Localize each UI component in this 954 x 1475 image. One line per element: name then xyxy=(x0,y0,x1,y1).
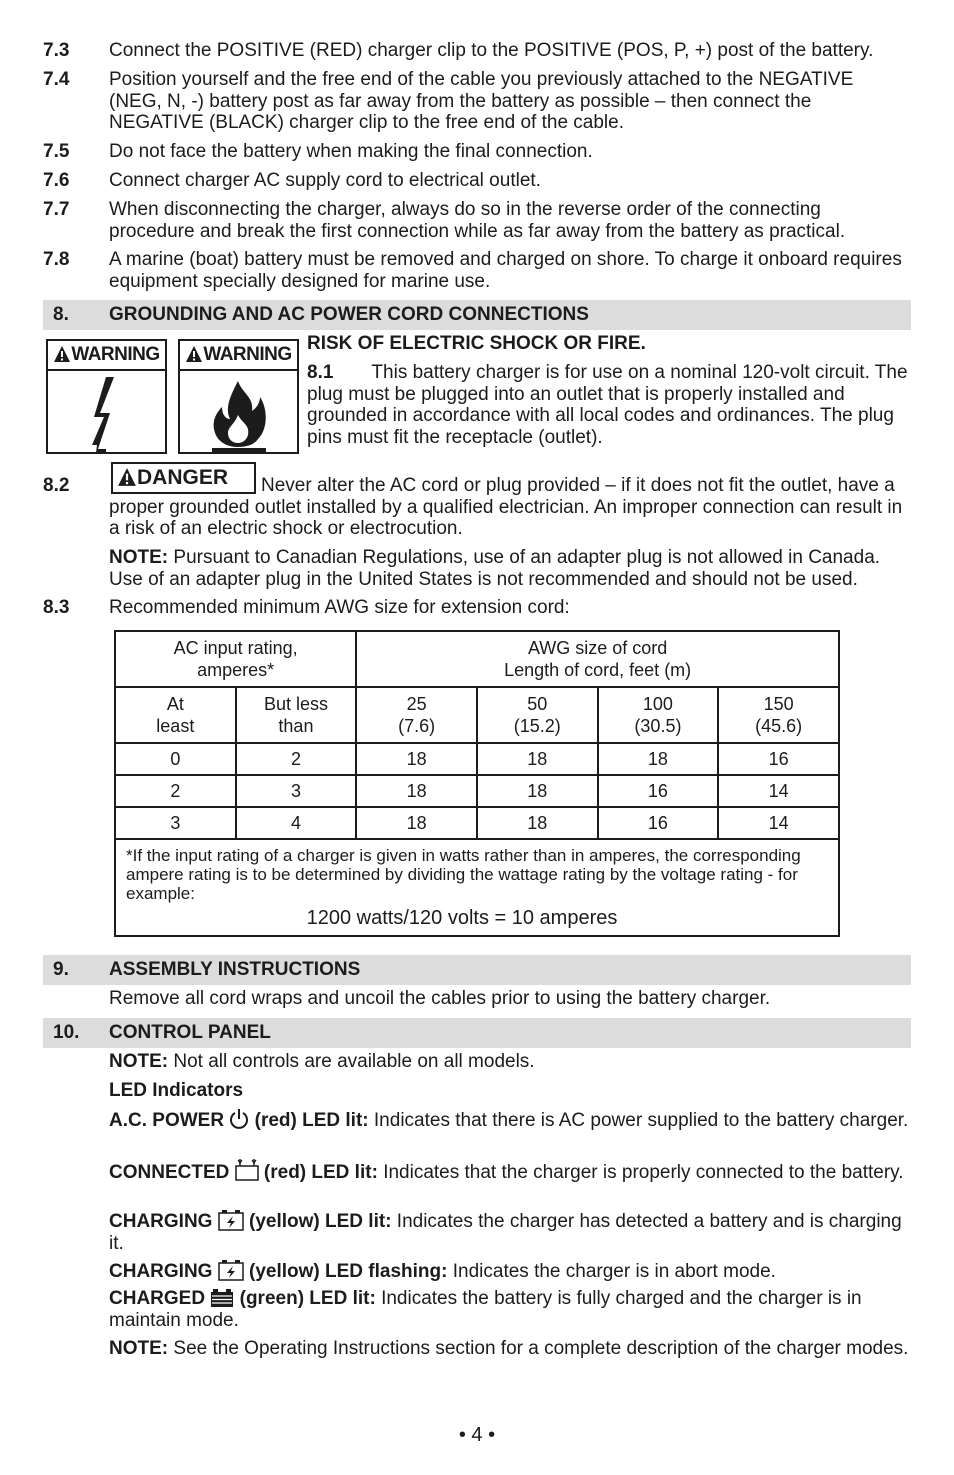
led-state: (yellow) LED lit: xyxy=(249,1211,392,1232)
section-8-3 xyxy=(43,597,911,619)
table-cell: 18 xyxy=(477,743,598,775)
table-cell: 16 xyxy=(598,807,719,839)
control-panel-note xyxy=(109,1051,911,1073)
warning-triangle-icon xyxy=(53,345,71,363)
step-number: 7.3 xyxy=(43,40,70,61)
led-state: (red) LED lit: xyxy=(263,1162,378,1183)
table-cell: 14 xyxy=(718,775,839,807)
table-cell: 0 xyxy=(115,743,236,775)
table-cell: 18 xyxy=(356,807,477,839)
fire-icon xyxy=(180,371,297,454)
page-number: • 4 • xyxy=(458,1424,496,1446)
warning-label: WARNING xyxy=(71,344,160,365)
subheader-cell: 100 (30.5) xyxy=(598,687,719,743)
power-icon xyxy=(229,1108,249,1130)
note-text: Not all controls are available on all models. xyxy=(173,1051,535,1072)
subsection-text: This battery charger is for use on a nominal 120-volt circuit. The plug must be plugged into an outlet that is properly installed and grounded in accordance with all local codes and ordinances. The plug pins must fit the receptacle (outlet). xyxy=(307,362,908,448)
warning-triangle-icon xyxy=(185,345,203,363)
battery-charging-icon xyxy=(218,1259,244,1281)
led-charging-lit xyxy=(109,1209,911,1254)
section-9-header xyxy=(43,955,911,985)
step-number: 7.5 xyxy=(43,141,70,162)
battery-connected-icon xyxy=(235,1158,259,1182)
step-7-3 xyxy=(43,40,911,62)
battery-charging-icon xyxy=(218,1209,244,1231)
table-cell: 16 xyxy=(598,775,719,807)
led-description: Indicates that there is AC power supplied to the battery charger. xyxy=(373,1110,909,1131)
step-text: Position yourself and the free end of the cable you previously attached to the NEGATIVE (NEG, N, -) battery post as far away from the battery as possible – then connect the NEGATIVE (BLACK) charger clip to the free end of the cable. xyxy=(109,69,854,133)
led-description: Indicates the battery is fully charged and the charger is in maintain mode. xyxy=(109,1288,862,1331)
table-header-row xyxy=(115,631,839,687)
table-cell: 2 xyxy=(115,775,236,807)
led-name: CONNECTED xyxy=(109,1162,230,1183)
table-subheader-row xyxy=(115,687,839,743)
section-8-1 xyxy=(307,362,917,448)
subheader-cell: 50 (15.2) xyxy=(477,687,598,743)
led-connected xyxy=(109,1158,911,1184)
footnote-example: 1200 watts/120 volts = 10 amperes xyxy=(306,907,618,929)
battery-charged-icon xyxy=(210,1288,234,1308)
note-text: Pursuant to Canadian Regulations, use of an adapter plug is not allowed in Canada. Use of an adapter plug in the United States is not recommended and should not be used. xyxy=(109,547,881,590)
header-awg-size: AWG size of cord Length of cord, feet (m) xyxy=(356,631,839,687)
warning-shock-box xyxy=(46,339,167,454)
section-8-header xyxy=(43,300,911,330)
led-charged xyxy=(109,1288,911,1331)
table-row xyxy=(115,775,839,807)
led-indicators-title: LED Indicators xyxy=(109,1080,244,1101)
step-number: 7.4 xyxy=(43,69,70,90)
subsection-number: 8.1 xyxy=(307,362,334,383)
subsection-number: 8.2 xyxy=(43,475,70,496)
subsection-number: 8.3 xyxy=(43,597,70,618)
subheader-cell: 25 (7.6) xyxy=(356,687,477,743)
step-7-5 xyxy=(43,141,911,163)
subheader-cell: But less than xyxy=(236,687,357,743)
table-cell: 3 xyxy=(115,807,236,839)
table-cell: 2 xyxy=(236,743,357,775)
led-ac-power xyxy=(109,1108,911,1132)
warning-header xyxy=(180,341,297,371)
step-7-4 xyxy=(43,69,911,134)
section-title: GROUNDING AND AC POWER CORD CONNECTIONS xyxy=(109,304,589,325)
table-footnote-row xyxy=(115,839,839,936)
section-number: 8. xyxy=(53,304,69,325)
step-7-8 xyxy=(43,249,911,292)
section-10-header xyxy=(43,1018,911,1048)
section-title: ASSEMBLY INSTRUCTIONS xyxy=(109,959,361,980)
led-name: A.C. POWER xyxy=(109,1110,225,1131)
led-description: Indicates that the charger is properly connected to the battery. xyxy=(383,1162,904,1183)
led-description: Indicates the charger is in abort mode. xyxy=(452,1261,776,1282)
subsection-text: Recommended minimum AWG size for extension cord: xyxy=(109,597,570,618)
awg-table xyxy=(114,630,840,937)
section-number: 9. xyxy=(53,959,69,980)
table-row xyxy=(115,807,839,839)
led-state: (red) LED lit: xyxy=(254,1110,369,1131)
warning-label: WARNING xyxy=(203,344,292,365)
led-description: Indicates the charger has detected a battery and is charging it. xyxy=(109,1211,902,1254)
step-number: 7.7 xyxy=(43,199,70,220)
step-text: Connect charger AC supply cord to electrical outlet. xyxy=(109,170,541,191)
note-label: NOTE: xyxy=(109,1051,169,1072)
led-name: CHARGED xyxy=(109,1288,206,1309)
step-text: A marine (boat) battery must be removed and charged on shore. To charge it onboard requires equipment specially designed for marine use. xyxy=(109,249,902,292)
led-name: CHARGING xyxy=(109,1261,213,1282)
table-cell: 18 xyxy=(356,743,477,775)
assembly-text: Remove all cord wraps and uncoil the cables prior to using the battery charger. xyxy=(109,988,771,1009)
header-ac-rating: AC input rating, amperes* xyxy=(115,631,356,687)
canada-note xyxy=(109,547,911,590)
section-8-2-text: Never alter the AC cord or plug provided – if it does not fit the outlet, have a proper grounded outlet installed by a qualified electrician. An improper connection can result in a risk of an electric shock or electrocution. xyxy=(109,475,903,539)
table-cell: 18 xyxy=(598,743,719,775)
note-text: See the Operating Instructions section for a complete description of the charger modes. xyxy=(173,1338,909,1359)
table-row xyxy=(115,743,839,775)
warning-fire-box xyxy=(178,339,299,454)
step-text: When disconnecting the charger, always do so in the reverse order of the connecting procedure and break the first connection while as far away from the battery as practical. xyxy=(109,199,846,242)
table-cell: 18 xyxy=(356,775,477,807)
step-number: 7.6 xyxy=(43,170,70,191)
table-cell: 18 xyxy=(477,775,598,807)
operating-note xyxy=(109,1338,911,1360)
table-footnote xyxy=(115,839,839,936)
table-cell: 3 xyxy=(236,775,357,807)
step-number: 7.8 xyxy=(43,249,70,270)
section-title: CONTROL PANEL xyxy=(109,1022,271,1043)
table-cell: 18 xyxy=(477,807,598,839)
step-text: Connect the POSITIVE (RED) charger clip to the POSITIVE (POS, P, +) post of the battery. xyxy=(109,40,874,61)
subheader-cell: At least xyxy=(115,687,236,743)
warning-header xyxy=(48,341,165,371)
step-text: Do not face the battery when making the final connection. xyxy=(109,141,593,162)
footnote-text: *If the input rating of a charger is given in watts rather than in amperes, the corresponding ampere rating is to be determined by dividing the wattage rating by the voltage rating - for example: xyxy=(126,846,801,903)
note-label: NOTE: xyxy=(109,547,169,568)
table-cell: 14 xyxy=(718,807,839,839)
led-charging-flashing xyxy=(109,1259,911,1283)
risk-title: RISK OF ELECTRIC SHOCK OR FIRE. xyxy=(307,333,646,354)
table-cell: 16 xyxy=(718,743,839,775)
note-label: NOTE: xyxy=(109,1338,169,1359)
step-7-7 xyxy=(43,199,911,242)
section-number: 10. xyxy=(53,1022,80,1043)
led-state: (yellow) LED flashing: xyxy=(249,1261,448,1282)
subheader-cell: 150 (45.6) xyxy=(718,687,839,743)
led-name: CHARGING xyxy=(109,1211,213,1232)
electric-shock-icon xyxy=(48,371,165,454)
table-cell: 4 xyxy=(236,807,357,839)
step-7-6 xyxy=(43,170,911,192)
led-state: (green) LED lit: xyxy=(239,1288,376,1309)
danger-label: DANGER xyxy=(137,466,229,489)
